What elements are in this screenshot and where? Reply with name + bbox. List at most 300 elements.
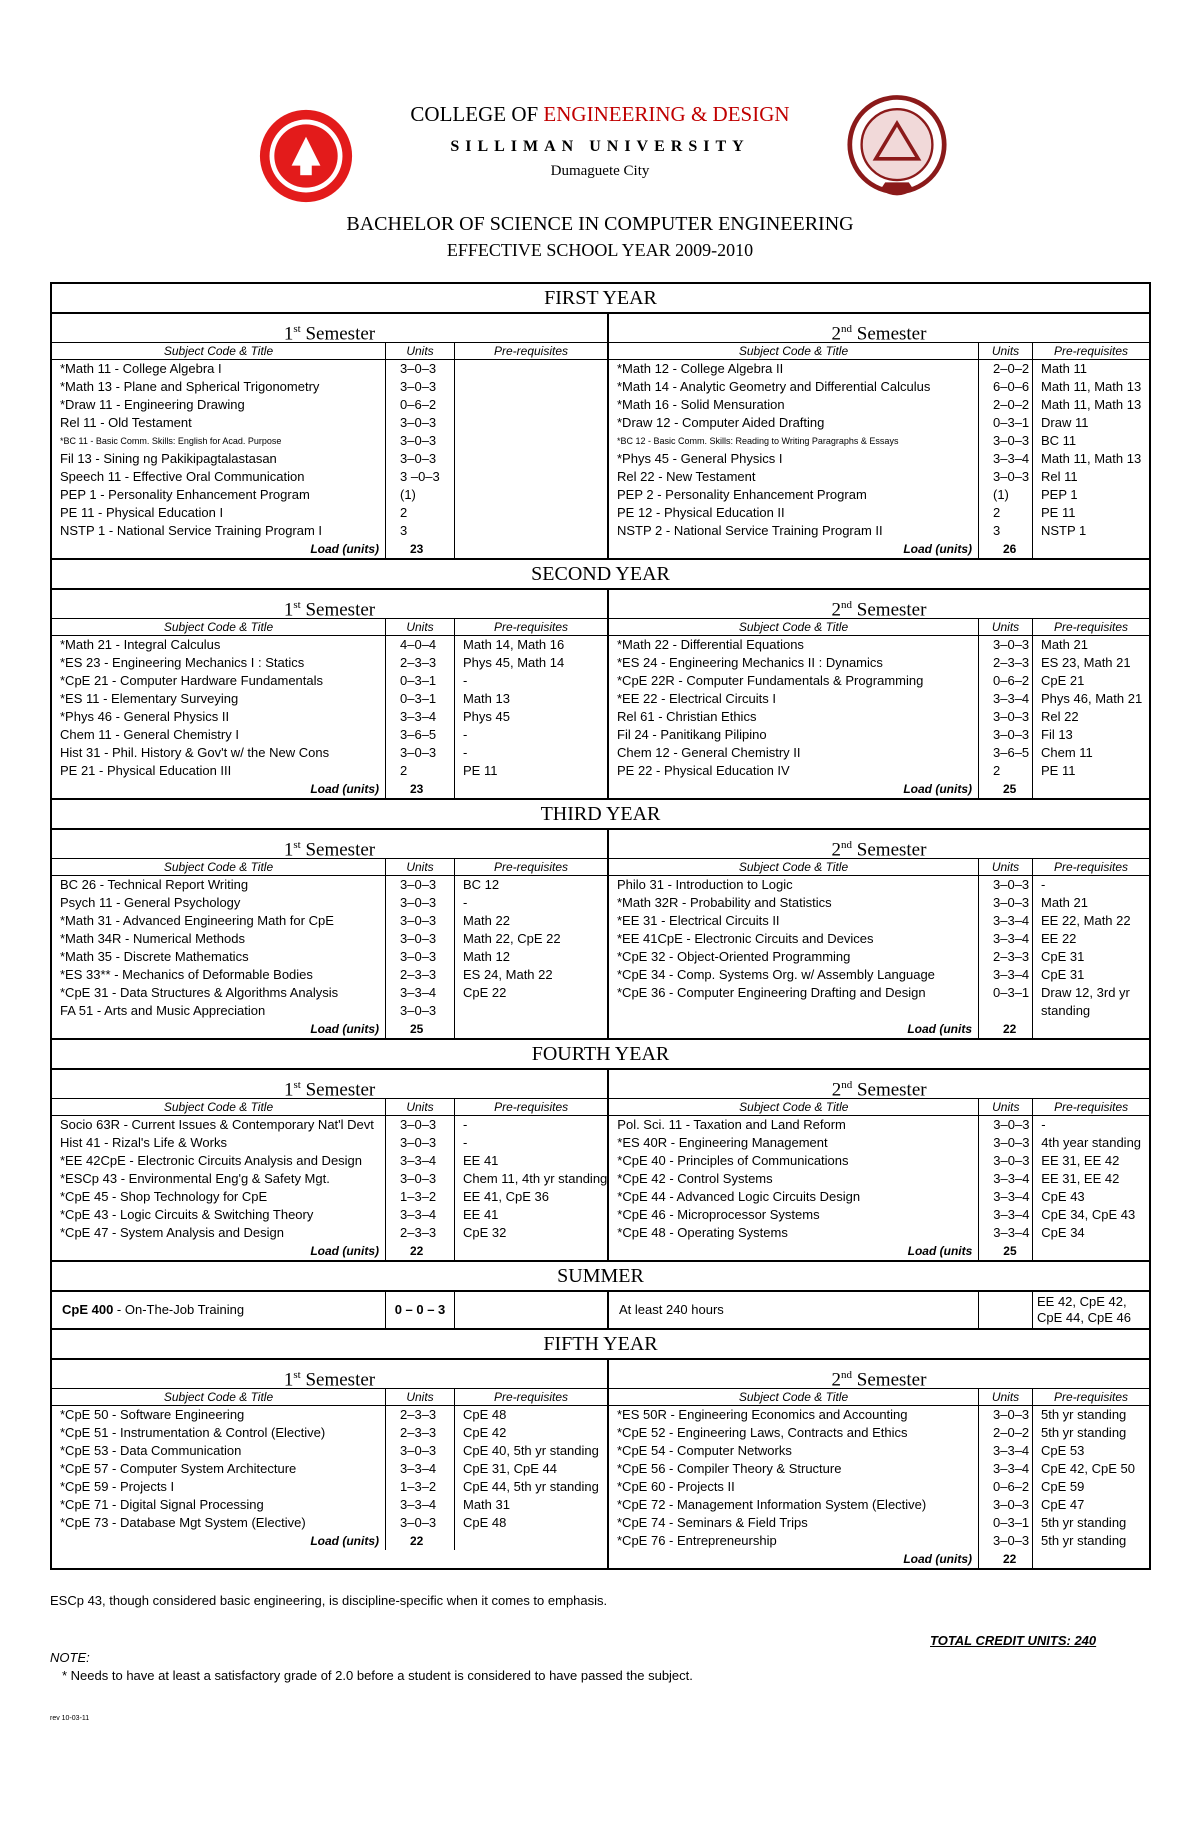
load-blank <box>455 780 607 798</box>
load-label: Load (units) <box>310 782 379 796</box>
prereq-cell: - <box>463 895 468 910</box>
semester-row <box>52 590 1149 800</box>
load-label: Load (units <box>907 1022 972 1036</box>
prereq-cell: CpE 31, CpE 44 <box>463 1461 557 1476</box>
subject-cell: *Math 13 - Plane and Spherical Trigonometry <box>60 379 320 394</box>
prereq-column <box>455 343 607 558</box>
note-text: * Needs to have at least a satisfactory grade of 2.0 before a student is considered to have passed the subject. <box>62 1668 693 1683</box>
semester-suffix: st <box>293 1079 301 1091</box>
subject-cell: *CpE 56 - Compiler Theory & Structure <box>617 1461 842 1476</box>
semester-title <box>52 1070 607 1099</box>
subject-cell: PE 22 - Physical Education IV <box>617 763 790 778</box>
units-cell: 3–0–3 <box>993 1533 1030 1548</box>
load-label: Load (units) <box>310 1534 379 1548</box>
subject-cell: *CpE 42 - Control Systems <box>617 1171 773 1186</box>
prereq-cell: CpE 43 <box>1041 1189 1085 1204</box>
prereq-cell: CpE 22 <box>463 985 507 1000</box>
load-blank <box>455 1020 607 1038</box>
prereq-cell: CpE 21 <box>1041 673 1085 688</box>
prereq-cell: CpE 31 <box>1041 967 1085 982</box>
units-cell: (1) <box>400 487 416 502</box>
prereq-cell: EE 22, Math 22 <box>1041 913 1131 928</box>
load-value: 23 <box>410 782 424 796</box>
prereq-cell: CpE 59 <box>1041 1479 1085 1494</box>
units-header: Units <box>979 859 1032 876</box>
subject-header: Subject Code & Title <box>52 619 385 636</box>
year-title: THIRD YEAR <box>52 800 1149 830</box>
subject-cell: PE 11 - Physical Education I <box>60 505 224 520</box>
subject-header: Subject Code & Title <box>52 1389 385 1406</box>
prereq-cell: Math 11, Math 13 <box>1041 379 1142 394</box>
prereq-cell: CpE 32 <box>463 1225 507 1240</box>
prereq-cell <box>455 432 607 450</box>
semester-word: Semester <box>300 599 376 621</box>
units-column <box>386 1099 455 1260</box>
subject-cell: PEP 2 - Personality Enhancement Program <box>617 487 867 502</box>
units-cell: 0–3–1 <box>993 1515 1030 1530</box>
note-label: NOTE: <box>50 1650 90 1665</box>
effective-year: EFFECTIVE SCHOOL YEAR 2009-2010 <box>446 240 754 260</box>
subject-column <box>52 1099 386 1260</box>
units-cell: 3–0–3 <box>400 913 437 928</box>
load-blank <box>1033 780 1149 798</box>
subject-cell: *ES 11 - Elementary Surveying <box>60 691 239 706</box>
semester-2 <box>609 1360 1149 1568</box>
units-cell: 0–3–1 <box>400 673 437 688</box>
subject-cell: *Draw 11 - Engineering Drawing <box>60 397 245 412</box>
subject-cell: Philo 31 - Introduction to Logic <box>617 877 793 892</box>
units-cell: 3–6–5 <box>993 745 1030 760</box>
semester-1 <box>52 314 609 558</box>
units-cell: 3–3–4 <box>400 1461 437 1476</box>
subject-cell: Pol. Sci. 11 - Taxation and Land Reform <box>617 1117 846 1132</box>
units-cell: 2–3–3 <box>993 949 1030 964</box>
subject-cell: *Phys 45 - General Physics I <box>617 451 783 466</box>
prereq-cell: Math 22 <box>463 913 510 928</box>
subject-cell: *CpE 31 - Data Structures & Algorithms Analysis <box>60 985 339 1000</box>
prereq-cell: Draw 11 <box>1041 415 1089 430</box>
subject-cell: *CpE 21 - Computer Hardware Fundamentals <box>60 673 324 688</box>
units-cell: 3–6–5 <box>400 727 437 742</box>
engineering-seal-logo <box>838 88 956 206</box>
prereq-column <box>455 859 607 1038</box>
subject-header: Subject Code & Title <box>609 1099 978 1116</box>
prereq-header: Pre-requisites <box>1033 343 1149 360</box>
load-value: 25 <box>410 1022 424 1036</box>
load-label: Load (units <box>907 1244 973 1258</box>
prereq-cell <box>455 450 607 468</box>
units-column <box>386 859 455 1038</box>
prereq-column <box>455 1099 607 1260</box>
units-cell: 1–3–2 <box>400 1189 437 1204</box>
semester-1 <box>52 1360 609 1568</box>
subject-cell: Fil 13 - Sining ng Pakikipagtalastasan <box>60 451 277 466</box>
units-cell: 3–0–3 <box>400 895 437 910</box>
semester-word: Semester <box>852 1079 927 1101</box>
units-cell: 2–0–2 <box>993 397 1030 412</box>
units-cell: 3–0–3 <box>993 895 1030 910</box>
units-cell: 3–3–4 <box>993 1443 1030 1458</box>
subject-cell: *CpE 40 - Principles of Communications <box>617 1153 849 1168</box>
subject-cell: *ES 23 - Engineering Mechanics I : Statics <box>60 655 305 670</box>
load-value: 25 <box>1003 782 1017 796</box>
semester-columns <box>609 1099 1149 1260</box>
summer-blank-units <box>979 1292 1033 1328</box>
semester-columns <box>52 859 607 1038</box>
semester-word: Semester <box>300 323 376 345</box>
subject-cell: Fil 24 - Panitikang Pilipino <box>617 727 767 742</box>
subject-cell: *CpE 34 - Comp. Systems Org. w/ Assembly Language <box>617 967 935 982</box>
prereq-cell: EE 31, EE 42 <box>1041 1171 1120 1186</box>
semester-suffix: st <box>293 599 301 611</box>
subject-cell: Hist 41 - Rizal's Life & Works <box>60 1135 227 1150</box>
subject-cell: *CpE 22R - Computer Fundamentals & Programming <box>617 673 924 688</box>
prereq-cell: CpE 47 <box>1041 1497 1085 1512</box>
load-value: 26 <box>1003 542 1017 556</box>
subject-cell: *BC 12 - Basic Comm. Skills: Reading to Writing Paragraphs & Essays <box>617 436 899 446</box>
subject-cell: *Math 34R - Numerical Methods <box>60 931 245 946</box>
city: Dumaguete City <box>550 163 650 179</box>
silliman-seal-logo <box>258 108 354 204</box>
year-title: FIFTH YEAR <box>52 1330 1149 1360</box>
prereq-cell: Math 14, Math 16 <box>463 637 565 652</box>
semester-word: Semester <box>852 839 927 861</box>
subject-cell: *ES 40R - Engineering Management <box>617 1135 828 1150</box>
prereq-cell: PE 11 <box>1041 763 1076 778</box>
load-value: 22 <box>1003 1552 1017 1566</box>
summer-code: CpE 400 <box>62 1302 114 1317</box>
prereq-cell: CpE 31 <box>1041 949 1085 964</box>
units-cell: 3–3–4 <box>400 709 437 724</box>
prereq-cell <box>455 522 607 540</box>
prereq-column <box>455 1389 607 1550</box>
prereq-cell: - <box>1041 877 1046 892</box>
prereq-cell: EE 41 <box>463 1153 499 1168</box>
load-label: Load (units) <box>903 1552 972 1566</box>
units-cell: 3–3–4 <box>993 931 1030 946</box>
semester-1 <box>52 590 609 798</box>
year-title: FIRST YEAR <box>52 284 1149 314</box>
prereq-column <box>1033 859 1149 1038</box>
summer-blank <box>455 1292 609 1328</box>
units-cell: 3–0–3 <box>993 1117 1030 1132</box>
subject-cell: *BC 11 - Basic Comm. Skills: English for Acad. Purpose <box>60 436 282 446</box>
subject-cell: Hist 31 - Phil. History & Gov't w/ the New Cons <box>60 745 330 760</box>
prereq-cell: PE 11 <box>463 763 498 778</box>
summer-title: SUMMER <box>52 1262 1149 1292</box>
semester-1 <box>52 830 609 1038</box>
summer-subject <box>52 1292 386 1328</box>
units-column <box>386 1389 455 1550</box>
subject-cell: Chem 11 - General Chemistry I <box>60 727 239 742</box>
semester-row <box>52 1360 1149 1568</box>
prereq-header: Pre-requisites <box>1033 859 1149 876</box>
subject-cell: *Math 31 - Advanced Engineering Math for CpE <box>60 913 334 928</box>
semester-suffix: nd <box>841 839 853 851</box>
semester-columns <box>52 619 607 798</box>
prereq-cell: PE 11 <box>1041 505 1076 520</box>
prereq-cell: Phys 45 <box>463 709 510 724</box>
prereq-cell <box>455 396 607 414</box>
units-cell: (1) <box>993 487 1009 502</box>
units-cell: 3–3–4 <box>993 1171 1030 1186</box>
units-cell: 0–3–1 <box>400 691 437 706</box>
units-cell: 3–3–4 <box>400 1497 437 1512</box>
subject-cell: *Math 14 - Analytic Geometry and Differential Calculus <box>617 379 931 394</box>
units-cell: 0–6–2 <box>400 397 437 412</box>
units-column <box>979 343 1033 558</box>
prereq-cell: - <box>463 745 468 760</box>
subject-column <box>609 1389 979 1568</box>
semester-word: Semester <box>852 1369 927 1391</box>
semester-title <box>609 590 1149 619</box>
semester-columns <box>52 1389 607 1550</box>
semester-title <box>52 1360 607 1389</box>
prereq-column <box>1033 1099 1149 1260</box>
semester-word: Semester <box>300 839 376 861</box>
subject-cell: *EE 22 - Electrical Circuits I <box>617 691 776 706</box>
prereq-cell: 5th yr standing <box>1041 1515 1127 1530</box>
units-column <box>979 619 1033 798</box>
prereq-cell: Math 21 <box>1041 895 1088 910</box>
subject-header: Subject Code & Title <box>609 1389 978 1406</box>
prereq-cell <box>455 1002 607 1020</box>
prereq-cell: Phys 45, Math 14 <box>463 655 565 670</box>
prereq-header: Pre-requisites <box>455 859 607 876</box>
subject-cell: *Math 32R - Probability and Statistics <box>617 895 832 910</box>
prereq-cell: CpE 42, CpE 50 <box>1041 1461 1135 1476</box>
semester-row <box>52 830 1149 1040</box>
units-header: Units <box>386 1099 454 1116</box>
units-cell: 3–3–4 <box>400 1207 437 1222</box>
prereq-cell: - <box>463 1135 468 1150</box>
semester-columns <box>609 343 1149 558</box>
subject-cell: *CpE 73 - Database Mgt System (Elective) <box>60 1515 306 1530</box>
curriculum-table <box>50 282 1151 1570</box>
units-header: Units <box>386 859 454 876</box>
units-cell: 2–3–3 <box>400 655 437 670</box>
units-cell: 3–0–3 <box>400 949 437 964</box>
units-cell: 2–0–2 <box>993 361 1030 376</box>
units-cell: 3–3–4 <box>993 1189 1030 1204</box>
prereq-cell: - <box>463 727 468 742</box>
prereq-cell: CpE 42 <box>463 1425 507 1440</box>
document-header <box>0 0 1200 282</box>
prereq-cell: CpE 34, CpE 43 <box>1041 1207 1136 1222</box>
prereq-cell: ES 23, Math 21 <box>1041 655 1131 670</box>
subject-column <box>52 1389 386 1550</box>
units-cell: 0–3–1 <box>993 415 1030 430</box>
units-header: Units <box>979 1099 1032 1116</box>
units-cell: 2 <box>993 763 1001 778</box>
semester-suffix: nd <box>841 323 853 335</box>
units-cell: 3–0–3 <box>993 1407 1030 1422</box>
subject-cell: Psych 11 - General Psychology <box>60 895 241 910</box>
semester-number: 1 <box>283 1369 294 1391</box>
units-cell: 3–0–3 <box>400 1117 437 1132</box>
subject-cell: *CpE 72 - Management Information System (Elective) <box>617 1497 927 1512</box>
subject-cell: *CpE 47 - System Analysis and Design <box>60 1225 284 1240</box>
load-value: 23 <box>410 542 424 556</box>
semester-number: 2 <box>831 1079 842 1101</box>
subject-header: Subject Code & Title <box>609 859 978 876</box>
prereq-cell: Math 12 <box>463 949 510 964</box>
prereq-cell: Math 11, Math 13 <box>1041 397 1142 412</box>
semester-number: 1 <box>284 1079 294 1101</box>
semester-columns <box>52 1099 607 1260</box>
prereq-cell: BC 11 <box>1041 433 1077 448</box>
subject-cell: *CpE 76 - Entrepreneurship <box>617 1533 777 1548</box>
subject-cell: *CpE 54 - Computer Networks <box>617 1443 792 1458</box>
degree-title: BACHELOR OF SCIENCE IN COMPUTER ENGINEERING <box>346 213 854 235</box>
subject-cell: *ES 24 - Engineering Mechanics II : Dynamics <box>617 655 883 670</box>
prereq-cell: - <box>463 673 468 688</box>
units-cell: 2–3–3 <box>400 967 437 982</box>
subject-cell: *CpE 43 - Logic Circuits & Switching Theory <box>60 1207 314 1222</box>
prereq-cell: 4th year standing <box>1041 1135 1142 1150</box>
prereq-cell: EE 31, EE 42 <box>1041 1153 1120 1168</box>
semester-number: 2 <box>831 323 842 345</box>
load-blank <box>1033 1550 1149 1568</box>
units-cell: 3–0–3 <box>993 637 1030 652</box>
subject-cell: Rel 61 - Christian Ethics <box>617 709 757 724</box>
subject-cell: *CpE 60 - Projects II <box>617 1479 735 1494</box>
units-cell: 3–3–4 <box>993 451 1030 466</box>
units-cell: 3–0–3 <box>993 1135 1030 1150</box>
prereq-header: Pre-requisites <box>455 619 607 636</box>
units-cell: 3–0–3 <box>400 433 437 448</box>
semester-2 <box>609 314 1149 558</box>
load-label: Load (units) <box>903 542 972 556</box>
subject-cell: *CpE 57 - Computer System Architecture <box>60 1461 297 1476</box>
subject-cell: Speech 11 - Effective Oral Communication <box>60 469 305 484</box>
prereq-column <box>1033 343 1149 558</box>
semester-title <box>609 1360 1149 1389</box>
subject-cell: FA 51 - Arts and Music Appreciation <box>60 1003 266 1018</box>
semester-columns <box>609 859 1149 1038</box>
units-cell: 3 <box>993 523 1001 538</box>
subject-cell: *CpE 48 - Operating Systems <box>617 1225 788 1240</box>
semester-suffix: st <box>293 323 301 335</box>
load-value: 22 <box>410 1244 424 1258</box>
prereq-cell: PEP 1 <box>1041 487 1078 502</box>
summer-subject-title: - On-The-Job Training <box>113 1302 245 1317</box>
semester-suffix: st <box>293 839 301 851</box>
subject-cell: PE 12 - Physical Education II <box>617 505 785 520</box>
units-cell: 2 <box>400 505 408 520</box>
subject-cell: *CpE 46 - Microprocessor Systems <box>617 1207 820 1222</box>
prereq-cell: Math 21 <box>1041 637 1088 652</box>
subject-cell: *Phys 46 - General Physics II <box>60 709 230 724</box>
units-cell: 3–3–4 <box>993 1225 1030 1240</box>
prereq-cell: Chem 11, 4th yr standing <box>463 1171 608 1186</box>
subject-cell: *CpE 59 - Projects I <box>60 1479 175 1494</box>
semester-number: 2 <box>831 599 842 621</box>
subject-column <box>609 859 979 1038</box>
prereq-cell <box>455 378 607 396</box>
semester-number: 1 <box>283 839 294 861</box>
units-cell: 0–6–2 <box>993 673 1030 688</box>
subject-header: Subject Code & Title <box>52 343 385 360</box>
subject-cell: *CpE 74 - Seminars & Field Trips <box>617 1515 808 1530</box>
prereq-cell: NSTP 1 <box>1041 523 1087 538</box>
summer-units: 0 – 0 – 3 <box>386 1292 455 1328</box>
semester-word: Semester <box>300 1079 376 1101</box>
subject-cell: *ESCp 43 - Environmental Eng'g & Safety Mgt. <box>60 1171 330 1186</box>
semester-word: Semester <box>300 1369 376 1391</box>
units-cell: 0–3–1 <box>993 985 1030 1000</box>
prereq-column <box>1033 619 1149 798</box>
semester-row <box>52 314 1149 560</box>
units-cell: 2–3–3 <box>400 1225 437 1240</box>
college-name: COLLEGE OF ENGINEERING & DESIGN <box>410 102 790 126</box>
subject-cell: *CpE 45 - Shop Technology for CpE <box>60 1189 268 1204</box>
units-cell: 4–0–4 <box>400 637 437 652</box>
units-column <box>386 343 455 558</box>
units-cell: 3 <box>400 523 408 538</box>
semester-word: Semester <box>852 323 927 345</box>
units-cell: 3–0–3 <box>993 727 1030 742</box>
subject-cell: *CpE 50 - Software Engineering <box>60 1407 245 1422</box>
prereq-cell: BC 12 <box>463 877 500 892</box>
prereq-cell: Draw 12, 3rd yr <box>1041 985 1130 1000</box>
subject-cell: *EE 31 - Electrical Circuits II <box>617 913 780 928</box>
university-name: SILLIMAN UNIVERSITY <box>450 138 750 155</box>
load-label: Load (units) <box>310 1244 379 1258</box>
semester-suffix: st <box>293 1369 301 1381</box>
subject-cell: *Draw 12 - Computer Aided Drafting <box>617 415 825 430</box>
units-cell: 3–0–3 <box>400 1135 437 1150</box>
subject-cell: Socio 63R - Current Issues & Contemporary Nat'l Devt <box>60 1117 374 1132</box>
subject-cell: NSTP 2 - National Service Training Program II <box>617 523 883 538</box>
summer-prereq: EE 42, CpE 42, CpE 44, CpE 46 <box>1037 1294 1131 1325</box>
units-cell: 3–0–3 <box>993 877 1030 892</box>
semester-2 <box>609 1070 1149 1260</box>
units-cell <box>979 1002 1032 1020</box>
subject-cell: *EE 42CpE - Electronic Circuits Analysis and Design <box>60 1153 363 1168</box>
semester-2 <box>609 590 1149 798</box>
subject-cell: PE 21 - Physical Education III <box>60 763 232 778</box>
prereq-cell: CpE 48 <box>463 1515 507 1530</box>
semester-title <box>609 1070 1149 1099</box>
units-cell: 3–0–3 <box>993 1497 1030 1512</box>
semester-title <box>52 314 607 343</box>
units-header: Units <box>386 619 454 636</box>
year-title: SECOND YEAR <box>52 560 1149 590</box>
subject-column <box>52 619 386 798</box>
prereq-cell: Rel 22 <box>1041 709 1079 724</box>
units-column <box>386 619 455 798</box>
prereq-cell: CpE 40, 5th yr standing <box>463 1443 599 1458</box>
load-value: 25 <box>1003 1244 1017 1258</box>
load-value: 22 <box>410 1534 424 1548</box>
units-cell: 3–0–3 <box>400 1515 437 1530</box>
semester-number: 1 <box>283 599 294 621</box>
subject-cell: *Math 12 - College Algebra II <box>617 361 784 376</box>
load-label: Load (units) <box>310 1022 379 1036</box>
units-cell: 3–0–3 <box>993 433 1030 448</box>
units-cell: 1–3–2 <box>400 1479 437 1494</box>
subject-cell: BC 26 - Technical Report Writing <box>60 877 249 892</box>
units-cell: 3–0–3 <box>993 469 1030 484</box>
subject-cell: *CpE 32 - Object-Oriented Programming <box>617 949 851 964</box>
load-blank <box>1033 540 1149 558</box>
subject-cell: *EE 41CpE - Electronic Circuits and Devices <box>617 931 874 946</box>
prereq-cell: - <box>1041 1117 1046 1132</box>
subject-column <box>52 859 386 1038</box>
subject-cell: *Math 11 - College Algebra I <box>60 361 222 376</box>
subject-cell: *ES 50R - Engineering Economics and Accounting <box>617 1407 908 1422</box>
